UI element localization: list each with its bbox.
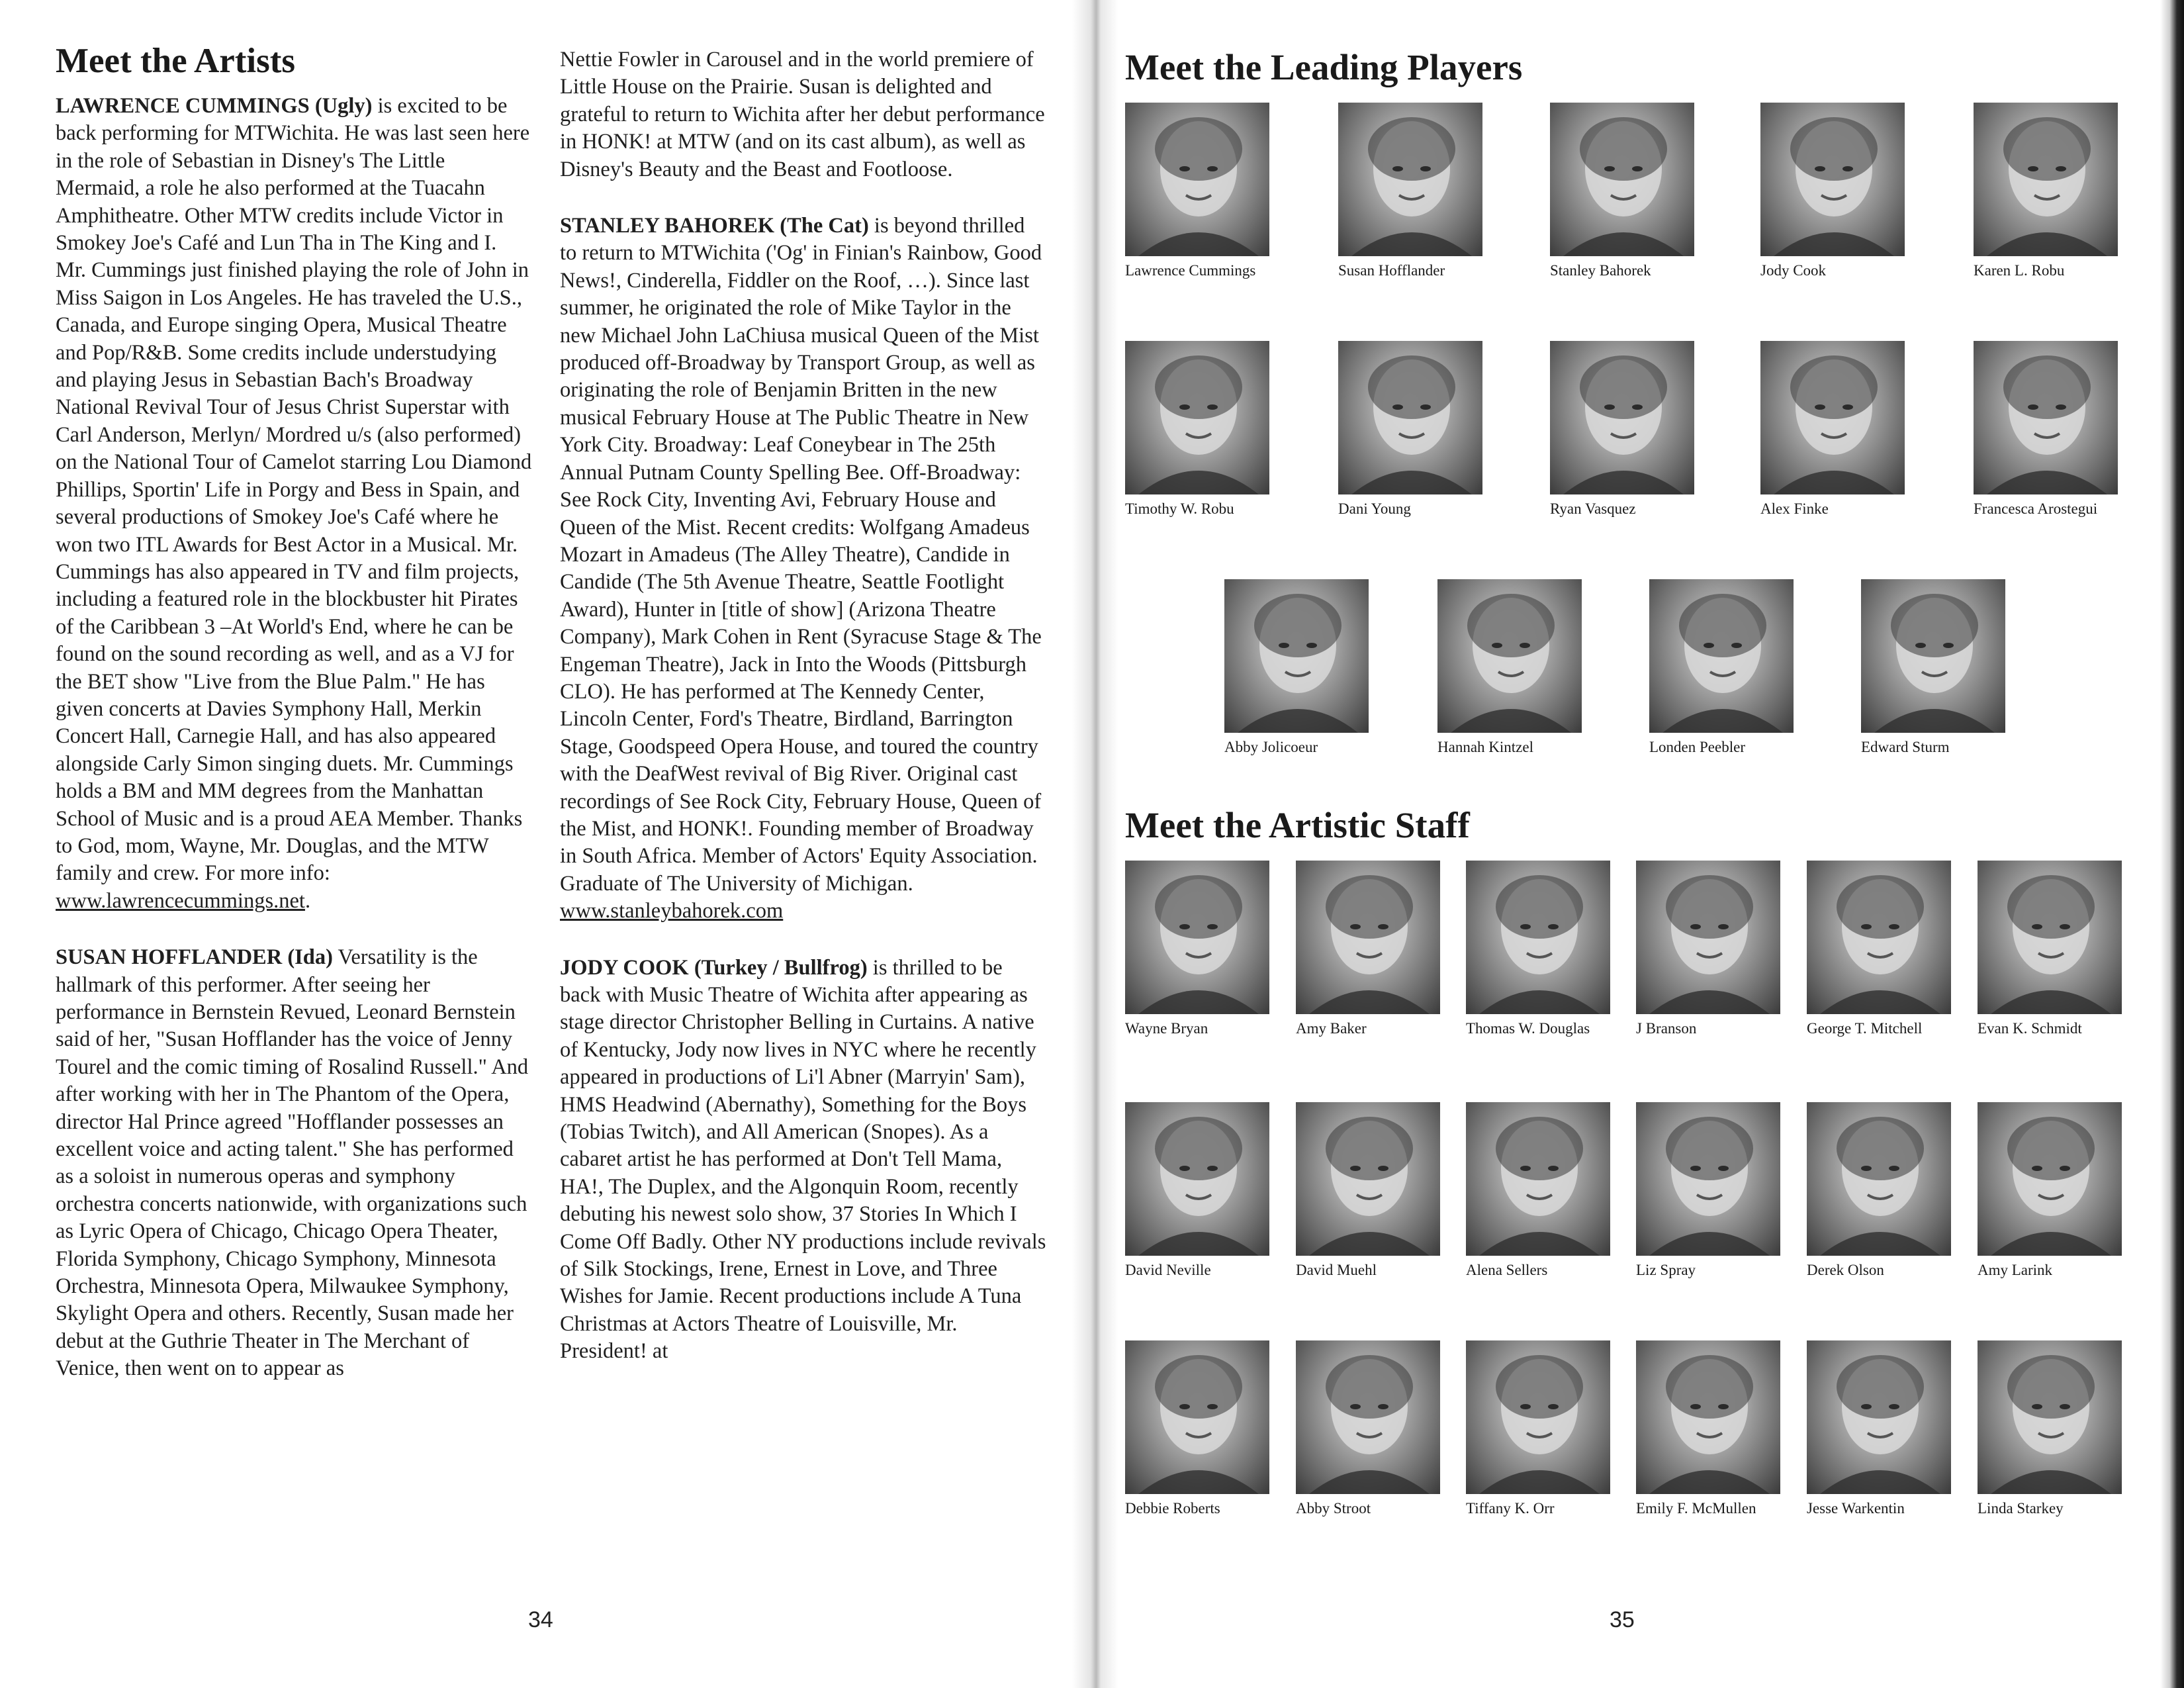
bio-text: is excited to be back performing for MTWichita. He was last seen here in the role of Sebastian in Disney's The Little Mermaid, a role he also performed at the Tuacahn Amphitheatre. Other MTW credits include Victor in Smokey Joe's Café and Lun Tha in The King and I. Mr. Cummings just finished playing the role of John in Miss Saigon in Los Angeles. He has traveled the U.S., Canada, and Europe singing Opera, Musical Theatre and Pop/R&B. Some credits include understudying and playing Jesus in Sebastian Bach's Broadway National Revival Tour of Jesus Christ Superstar with Carl Anderson, Merlyn/ Mordred u/s (also performed) on the National Tour of Camelot starring Lou Diamond Phillips, Sportin' Life in Porgy and Bess in Spain, and several productions of Smokey Joe's Café where he won two ITL Awards for Best Actor in a Musical. Mr. Cummings has also appeared in TV and film projects, including a featured role in the blockbuster hit Pirates of the Caribbean 3 –At World's End, where he can be found on the sound recording as well, and as a VJ for the BET show "Live from the Blue Palm." He has given concerts at Davies Symphony Hall, Merkin Concert Hall, Carnegie Hall, and has also appeared alongside Carly Simon singing duets. Mr. Cummings holds a BM and MM degrees from the Manhattan School of Music and is a proud AEA Member. Thanks to God, mom, Wayne, Mr. Douglas, and the MTW family and crew. For more info: — [56, 94, 532, 886]
bio-role: (Turkey / Bullfrog) — [694, 955, 868, 980]
headshot-photo — [1807, 1340, 1951, 1494]
headshot-photo — [1649, 579, 1794, 733]
headshot-name: Susan Hofflander — [1338, 262, 1445, 279]
bio-lawrence-cummings — [56, 93, 532, 915]
headshot-name: Alex Finke — [1760, 500, 1829, 517]
headshot-card — [1466, 1340, 1610, 1517]
bio-role: (Ugly) — [314, 94, 373, 118]
headshot-photo — [1437, 579, 1582, 733]
headshot-photo — [1125, 1340, 1269, 1494]
headshot-photo — [1636, 1340, 1780, 1494]
headshot-silhouette — [1636, 1340, 1780, 1494]
website-link[interactable]: www.stanleybahorek.com — [560, 899, 784, 923]
headshot-name: Linda Starkey — [1978, 1500, 2064, 1517]
bio-text: is beyond thrilled to return to MTWichita ('Og' in Finian's Rainbow, Good News!, Cinderella, Fiddler on the Roof, …). Since last summer, he originated the role of Mike Taylor in the new Michael John LaChiusa musical Queen of the Mist produced off-Broadway by Transport Group, as well as originating the role of Benjamin Britten in the new musical February House at The Public Theatre in New York City. Broadway: Leaf Coneybear in The 25th Annual Putnam County Spelling Bee. Off-Broadway: See Rock City, Inventing Avi, February House and Queen of the Mist. Recent credits: Wolfgang Amadeus Mozart in Amadeus (The Alley Theatre), Candide in Candide (The 5th Avenue Theatre, Seattle Footlight Award), Hunter in [title of show] (Arizona Theatre Company), Mark Cohen in Rent (Syracuse Stage & The Engeman Theatre), Jack in Into the Woods (Pittsburgh CLO). He has performed at The Kennedy Center, Lincoln Center, Ford's Theatre, Birdland, Barrington Stage, Goodspeed Opera House, and toured the country with the DeafWest revival of Big River. Original cast recordings of See Rock City, February House, Queen of the Mist, and HONK!. Founding member of Broadway in South Africa. Member of Actors' Equity Association. Graduate of The University of Michigan. — [560, 214, 1042, 896]
bio-name: SUSAN HOFFLANDER — [56, 945, 283, 970]
headshot-silhouette — [1125, 103, 1269, 256]
artistic-staff-heading: Meet the Artistic Staff — [1125, 805, 1470, 845]
headshot-photo — [1125, 341, 1269, 494]
headshot-silhouette — [1125, 1102, 1269, 1256]
headshot-card — [1125, 861, 1269, 1037]
headshot-silhouette — [1978, 861, 2122, 1014]
headshot-photo — [1224, 579, 1369, 733]
headshot-name: Wayne Bryan — [1125, 1020, 1208, 1037]
headshot-photo — [1125, 861, 1269, 1014]
headshot-card — [1807, 861, 1951, 1037]
headshot-silhouette — [1636, 1102, 1780, 1256]
headshot-card — [1338, 341, 1482, 518]
headshot-name: Lawrence Cummings — [1125, 262, 1256, 279]
headshot-card — [1807, 1102, 1951, 1279]
headshot-photo — [1978, 1102, 2122, 1256]
headshot-name: Hannah Kintzel — [1437, 739, 1533, 755]
headshot-photo — [1978, 1340, 2122, 1494]
headshot-silhouette — [1807, 861, 1951, 1014]
headshot-name: Tiffany K. Orr — [1466, 1500, 1555, 1517]
headshot-name: Ryan Vasquez — [1550, 500, 1636, 517]
headshot-silhouette — [1296, 861, 1440, 1014]
headshot-silhouette — [1636, 861, 1780, 1014]
headshot-name: Karen L. Robu — [1974, 262, 2065, 279]
bio-role: (The Cat) — [780, 214, 869, 238]
headshot-card — [1974, 103, 2118, 279]
headshot-name: David Muehl — [1296, 1262, 1377, 1278]
headshot-photo — [1974, 341, 2118, 494]
headshot-silhouette — [1760, 103, 1905, 256]
headshot-name: Stanley Bahorek — [1550, 262, 1651, 279]
headshot-card — [1636, 1102, 1780, 1279]
headshot-photo — [1861, 579, 2005, 733]
bio-jody-cook — [560, 955, 1046, 1366]
headshot-silhouette — [1466, 1340, 1610, 1494]
headshot-card — [1636, 861, 1780, 1037]
bio-column-2 — [560, 46, 1046, 1395]
headshot-card — [1125, 1340, 1269, 1517]
headshot-silhouette — [1338, 103, 1482, 256]
headshot-silhouette — [1125, 1340, 1269, 1494]
headshot-photo — [1550, 341, 1694, 494]
headshot-name: Amy Baker — [1296, 1020, 1367, 1037]
headshot-card — [1296, 1340, 1440, 1517]
headshot-name: George T. Mitchell — [1807, 1020, 1923, 1037]
headshot-card — [1296, 861, 1440, 1037]
headshot-photo — [1636, 861, 1780, 1014]
headshot-name: Liz Spray — [1636, 1262, 1696, 1278]
headshot-card — [1125, 103, 1269, 279]
headshot-silhouette — [1978, 1102, 2122, 1256]
headshot-silhouette — [1861, 579, 2005, 733]
headshot-card — [1550, 341, 1694, 518]
headshot-card — [1636, 1340, 1780, 1517]
bio-continuation: Nettie Fowler in Carousel and in the world premiere of Little House on the Prairie. Susan is delighted and grateful to return to Wichita after her debut performance in HONK! at MTW (and on its cast album), as well as Disney's Beauty and the Beast and Footloose. — [560, 48, 1045, 181]
headshot-photo — [1338, 341, 1482, 494]
headshot-silhouette — [1974, 103, 2118, 256]
headshot-photo — [1760, 103, 1905, 256]
bio-name: JODY COOK — [560, 955, 689, 980]
headshot-name: Emily F. McMullen — [1636, 1500, 1756, 1517]
bio-stanley-bahorek — [560, 212, 1046, 925]
page-title: Meet the Artists — [56, 42, 296, 80]
headshot-name: Amy Larink — [1978, 1262, 2053, 1278]
headshot-silhouette — [1649, 579, 1794, 733]
headshot-card — [1649, 579, 1794, 756]
headshot-silhouette — [1550, 341, 1694, 494]
headshot-name: J Branson — [1636, 1020, 1697, 1037]
website-link[interactable]: www.lawrencecummings.net — [56, 888, 305, 913]
headshot-name: Derek Olson — [1807, 1262, 1884, 1278]
headshot-name: Thomas W. Douglas — [1466, 1020, 1590, 1037]
bio-name: LAWRENCE CUMMINGS — [56, 94, 310, 118]
headshot-photo — [1636, 1102, 1780, 1256]
headshot-card — [1224, 579, 1369, 756]
headshot-card — [1338, 103, 1482, 279]
headshot-name: Abby Stroot — [1296, 1500, 1371, 1517]
headshot-silhouette — [1125, 861, 1269, 1014]
headshot-name: Timothy W. Robu — [1125, 500, 1234, 517]
bio-susan-hofflander — [56, 944, 532, 1383]
headshot-silhouette — [1978, 1340, 2122, 1494]
headshot-card — [1974, 341, 2118, 518]
headshot-silhouette — [1338, 341, 1482, 494]
headshot-silhouette — [1466, 1102, 1610, 1256]
page-edge-shadow — [2160, 0, 2184, 1688]
headshot-card — [1550, 103, 1694, 279]
headshot-photo — [1760, 341, 1905, 494]
headshot-card — [1125, 341, 1269, 518]
headshot-photo — [1466, 1102, 1610, 1256]
headshot-card — [1437, 579, 1582, 756]
page-number: 35 — [1610, 1607, 1635, 1632]
headshot-name: Jody Cook — [1760, 262, 1827, 279]
headshot-silhouette — [1296, 1102, 1440, 1256]
headshot-photo — [1466, 1340, 1610, 1494]
headshot-card — [1296, 1102, 1440, 1279]
headshot-silhouette — [1807, 1102, 1951, 1256]
headshot-photo — [1125, 103, 1269, 256]
headshot-name: Debbie Roberts — [1125, 1500, 1220, 1517]
bio-text-end: . — [304, 888, 311, 913]
bio-text: Versatility is the hallmark of this performer. After seeing her performance in Bernstein Revued, Leonard Bernstein said of her, "Susan Hofflander has the voice of Jenny Tourel and the comic timing of Rosalind Russell." And after working with her in The Phantom of the Opera, director Hal Prince agreed "Hofflander possesses an excellent voice and acting talent." She has performed as a soloist in numerous operas and symphony orchestra concerts nationwide, with organizations such as Lyric Opera of Chicago, Chicago Opera Theater, Florida Symphony, Chicago Symphony, Minnesota Orchestra, Minnesota Opera, Milwaukee Symphony, Skylight Opera and others. Recently, Susan made her debut at the Guthrie Theater in The Merchant of Venice, then went on to appear as — [56, 945, 529, 1381]
headshot-name: David Neville — [1125, 1262, 1211, 1278]
headshot-card — [1978, 1340, 2122, 1517]
headshot-silhouette — [1807, 1340, 1951, 1494]
headshot-name: Dani Young — [1338, 500, 1411, 517]
headshot-silhouette — [1550, 103, 1694, 256]
headshot-silhouette — [1224, 579, 1369, 733]
headshot-card — [1978, 861, 2122, 1037]
headshot-card — [1861, 579, 2005, 756]
page-number: 34 — [528, 1607, 553, 1632]
headshot-card — [1807, 1340, 1951, 1517]
headshot-photo — [1125, 1102, 1269, 1256]
headshot-name: Londen Peebler — [1649, 739, 1745, 755]
headshot-card — [1760, 341, 1905, 518]
headshot-photo — [1296, 1340, 1440, 1494]
bio-role: (Ida) — [287, 945, 333, 970]
bio-text: is thrilled to be back with Music Theatre of Wichita after appearing as stage director Christopher Belling in Curtains. A native of Kentucky, Jody now lives in NYC where he recently appeared in productions of Li'l Abner (Marryin' Sam), HMS Headwind (Abernathy), Something for the Boys (Tobias Twitch), and All American (Snopes). As a cabaret artist he has performed at Don't Tell Mama, HA!, The Duplex, and the Algonquin Room, recently debuting his newest solo show, 37 Stories In Which I Come Off Badly. Other NY productions include revivals of Silk Stockings, Irene, Ernest in Love, and Three Wishes for Jamie. Recent productions include A Tuna Christmas at Actors Theatre of Louisville, Mr. President! at — [560, 955, 1046, 1364]
headshot-card — [1466, 1102, 1610, 1279]
headshot-photo — [1338, 103, 1482, 256]
headshot-name: Francesca Arostegui — [1974, 500, 2098, 517]
headshot-silhouette — [1760, 341, 1905, 494]
leading-players-heading: Meet the Leading Players — [1125, 47, 1523, 87]
bio-column-1 — [56, 93, 532, 1412]
headshot-photo — [1296, 861, 1440, 1014]
headshot-silhouette — [1974, 341, 2118, 494]
headshot-photo — [1978, 861, 2122, 1014]
headshot-photo — [1807, 861, 1951, 1014]
headshot-card — [1125, 1102, 1269, 1279]
headshot-photo — [1807, 1102, 1951, 1256]
headshot-name: Jesse Warkentin — [1807, 1500, 1905, 1517]
headshot-photo — [1296, 1102, 1440, 1256]
headshot-card — [1760, 103, 1905, 279]
headshot-silhouette — [1466, 861, 1610, 1014]
headshot-card — [1466, 861, 1610, 1037]
headshot-card — [1978, 1102, 2122, 1279]
headshot-name: Abby Jolicoeur — [1224, 739, 1318, 755]
headshot-name: Edward Sturm — [1861, 739, 1950, 755]
headshot-photo — [1466, 861, 1610, 1014]
headshot-name: Evan K. Schmidt — [1978, 1020, 2082, 1037]
headshot-silhouette — [1125, 341, 1269, 494]
headshot-photo — [1550, 103, 1694, 256]
headshot-name: Alena Sellers — [1466, 1262, 1548, 1278]
headshot-silhouette — [1437, 579, 1582, 733]
headshot-photo — [1974, 103, 2118, 256]
bio-name: STANLEY BAHOREK — [560, 214, 775, 238]
headshot-silhouette — [1296, 1340, 1440, 1494]
